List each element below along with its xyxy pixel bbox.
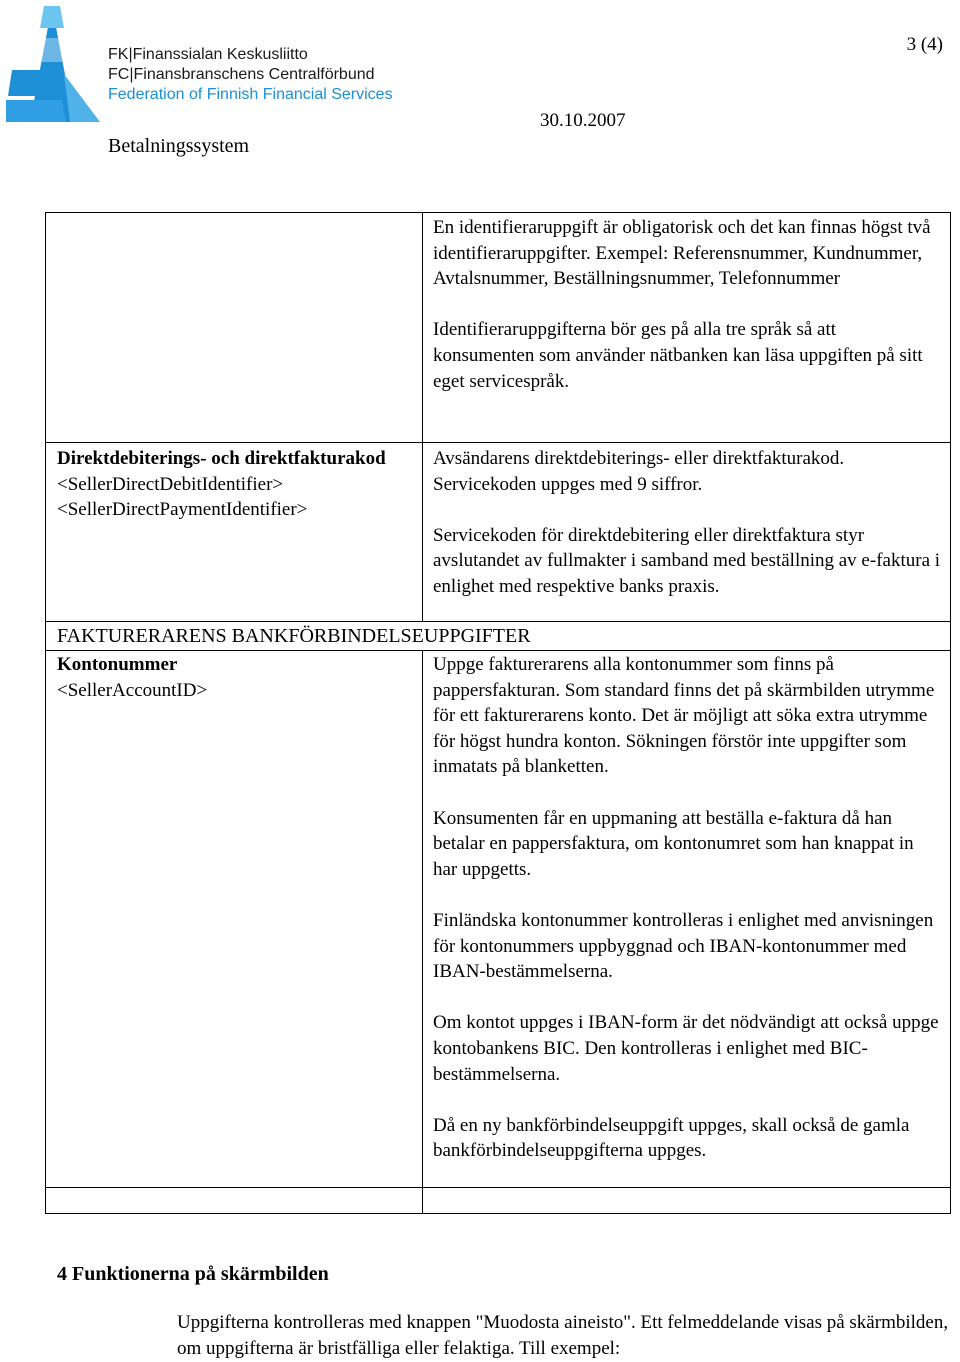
column-divider-bottom bbox=[422, 650, 423, 1214]
field-table bbox=[45, 212, 951, 1214]
org-name-sv: FC|Finansbranschens Centralförbund bbox=[108, 66, 375, 83]
account-paragraph-2: Konsumenten får en uppmaning att beställa e-faktura då han betalar en pappersfaktura, om kontonumret som han knappat in har uppgetts. bbox=[433, 807, 914, 880]
section-4-paragraph: Uppgifterna kontrolleras med knappen "Muodosta aineisto". Ett felmeddelande visas på skärmbilden, om uppgifterna är bristfälliga eller felaktiga. Till exempel: bbox=[177, 1312, 949, 1359]
account-paragraph-3: Finländska kontonummer kontrolleras i enlighet med anvisningen för kontonummers uppbyggnad och IBAN-kontonummer med IBAN-bestämmelserna. bbox=[433, 909, 934, 983]
account-description bbox=[433, 652, 941, 1164]
org-name-fi: FK|Finanssialan Keskusliitto bbox=[108, 46, 308, 63]
row-divider-3 bbox=[46, 650, 950, 651]
column-divider-top bbox=[422, 213, 423, 621]
bank-details-heading: FAKTURERARENS BANKFÖRBINDELSEUPPGIFTER bbox=[57, 625, 531, 647]
account-paragraph-4: Om kontot uppges i IBAN-form är det nödvändigt att också uppge kontobankens BIC. Den kontrolleras i enlighet med BIC-bestämmelserna. bbox=[433, 1012, 939, 1085]
direct-debit-description bbox=[433, 446, 941, 600]
identifier-paragraph-1: En identifieraruppgift är obligatorisk och det kan finnas högst två identifieraruppgifter. Exempel: Referensnummer, Kundnummer, Avtalsnummer, Beställningsnummer, Telefonnummer bbox=[433, 217, 931, 290]
direct-debit-label: Direktdebiterings- och direktfakturakod bbox=[57, 448, 386, 469]
row-divider-1 bbox=[46, 442, 950, 443]
page-number: 3 (4) bbox=[906, 34, 943, 55]
account-paragraph-1: Uppge fakturerarens alla kontonummer som finns på pappersfakturan. Som standard finns det på skärmbilden utrymme för ett fakturerarens konto. Det är möjligt att söka extra utrymme för högst hundra konton. Sökningen förstör inte uppgifter som inmatats på blanketten. bbox=[433, 654, 935, 778]
account-number-label: Kontonummer bbox=[57, 654, 178, 675]
document-date: 30.10.2007 bbox=[540, 110, 626, 131]
section-4-heading: 4 Funktionerna på skärmbilden bbox=[57, 1263, 329, 1285]
org-name-en: Federation of Finnish Financial Services bbox=[108, 86, 393, 103]
section-heading bbox=[57, 624, 937, 650]
direct-payment-tag: <SellerDirectPaymentIdentifier> bbox=[57, 499, 308, 521]
direct-debit-paragraph-1: Avsändarens direktdebiterings- eller direktfakturakod. Servicekoden uppges med 9 siffror. bbox=[433, 448, 845, 495]
account-id-tag: <SellerAccountID> bbox=[57, 679, 208, 701]
identifier-paragraph-2: Identifieraruppgifterna bör ges på alla tre språk så att konsumenten som använder nätbanken kan läsa uppgiften på sitt eget servicespråk. bbox=[433, 319, 923, 392]
direct-debit-field-name bbox=[57, 446, 412, 523]
direct-debit-paragraph-2: Servicekoden för direktdebitering eller direktfaktura styr avslutandet av fullmakter i samband med beställning av e-faktura i enlighet med respektive banks praxis. bbox=[433, 524, 941, 597]
account-paragraph-5: Då en ny bankförbindelseuppgift uppges, skall också de gamla bankförbindelseuppgifterna uppges. bbox=[433, 1114, 910, 1162]
row-divider-2 bbox=[46, 621, 950, 622]
identifier-description bbox=[433, 215, 941, 394]
account-field-name bbox=[57, 652, 412, 703]
row-divider-4 bbox=[46, 1187, 950, 1188]
document-type: Betalningssystem bbox=[108, 135, 250, 157]
federation-logo-icon bbox=[4, 4, 104, 126]
direct-debit-tag: <SellerDirectDebitIdentifier> bbox=[57, 473, 284, 495]
